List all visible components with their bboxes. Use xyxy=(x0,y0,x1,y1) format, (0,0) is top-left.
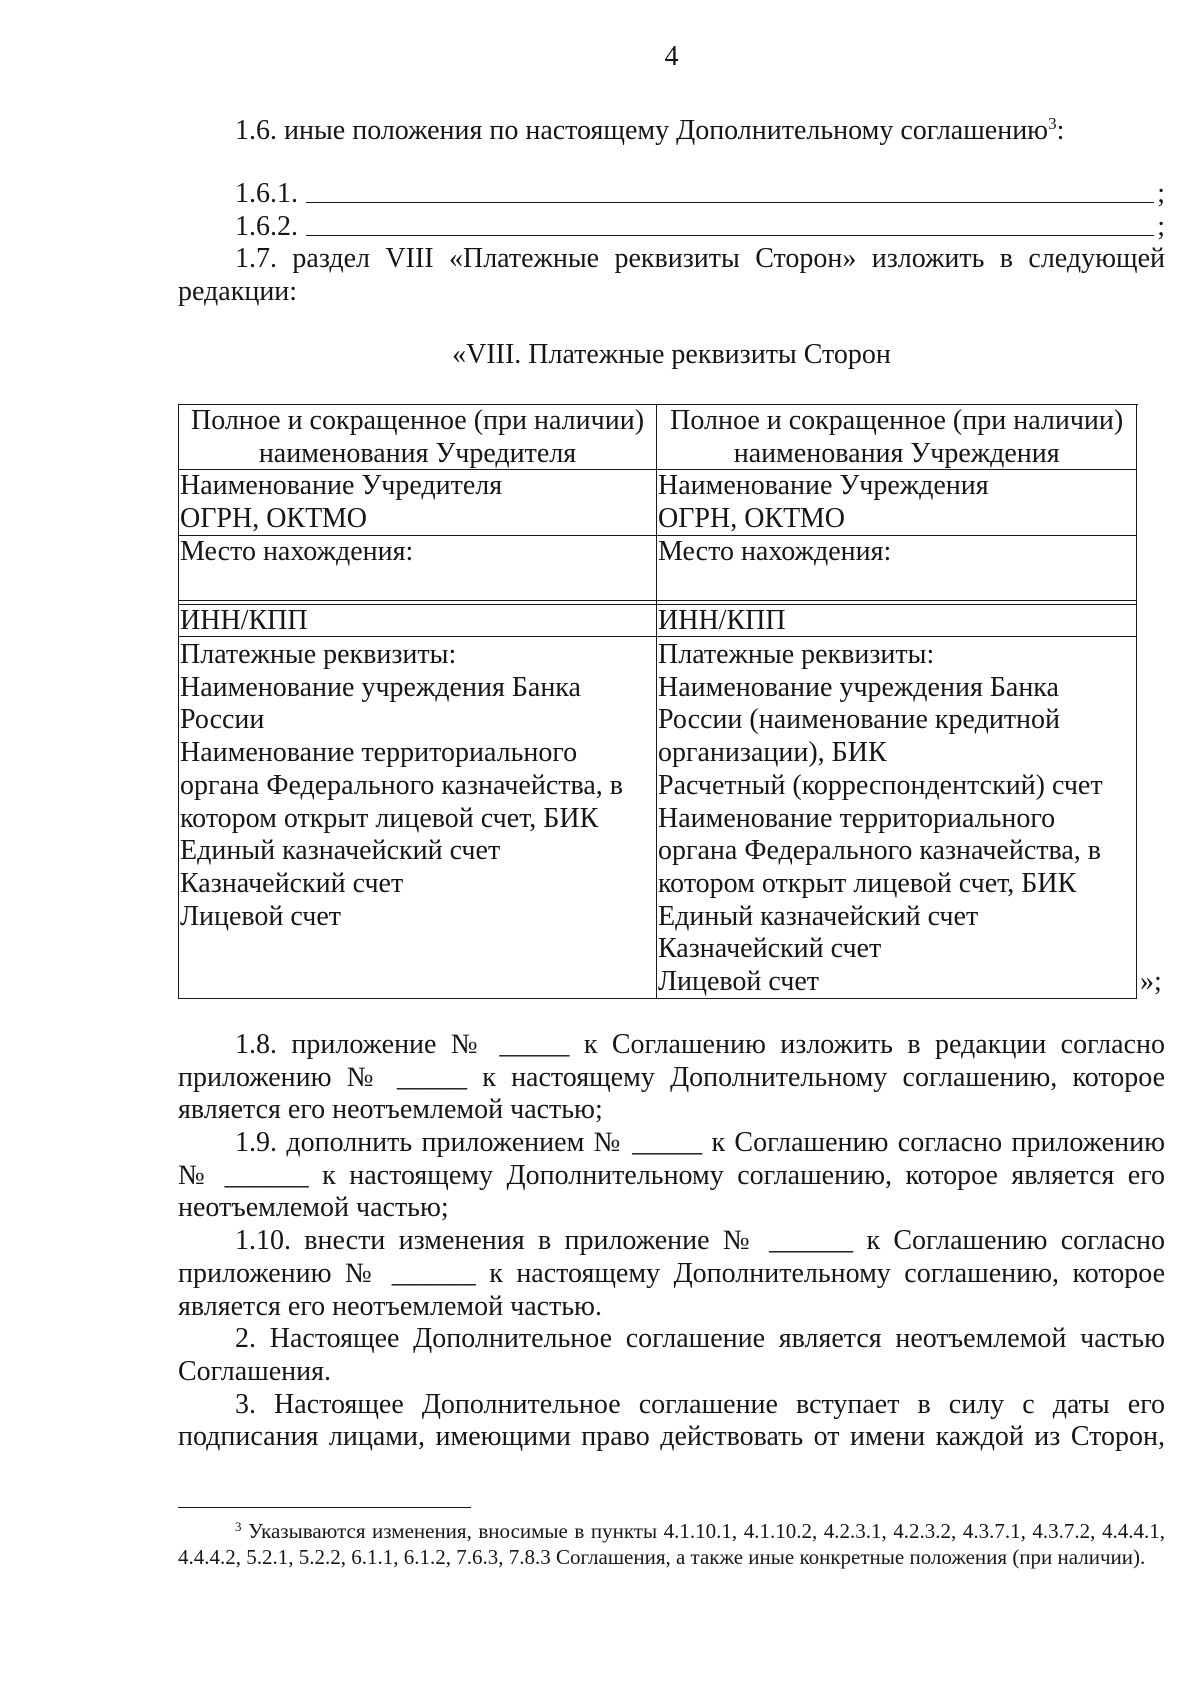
clause-line: 1.9. дополнить приложением № _____ к Соглашению согласно приложению xyxy=(235,1127,1165,1159)
cell-line: органа Федерального казначейства, в xyxy=(658,835,1101,867)
item-end-mark: ; xyxy=(1157,210,1165,242)
cell-line: Единый казначейский счет xyxy=(658,900,979,932)
cell-line: Расчетный (корреспондентский) счет xyxy=(658,769,1103,801)
clause-line: является его неотъемлемой частью; xyxy=(178,1094,603,1126)
clause-line: 1.8. приложение № _____ к Соглашению изложить в редакции согласно xyxy=(235,1029,1165,1060)
cell-line: котором открыт лицевой счет, БИК xyxy=(658,867,1077,899)
footnote-marker: 3 xyxy=(235,1519,242,1534)
cell-line: Полное и сокращенное (при наличии) xyxy=(190,405,645,436)
footnote-line: 4.4.4.2, 5.2.1, 5.2.2, 6.1.1, 6.1.2, 7.6.3, 7.8.3 Соглашения, а также иные конкретные положения (при наличии). xyxy=(178,1545,1146,1569)
cell-line: организации), БИК xyxy=(658,737,887,769)
cell-line: Единый казначейский счет xyxy=(180,835,501,867)
item-label: 1.6.2. xyxy=(235,210,298,242)
amendment-clauses xyxy=(178,1029,1165,1454)
clause-line: приложению № ______ к настоящему Дополнительному соглашению, которое xyxy=(178,1257,1165,1289)
cell-line: России xyxy=(180,704,265,736)
clause-1-9 xyxy=(178,1127,1165,1225)
clause-line: является его неотъемлемой частью. xyxy=(178,1290,602,1322)
institution-payment-cell xyxy=(657,637,1137,999)
cell-line: Наименование территориального xyxy=(658,802,1056,834)
footnote xyxy=(178,1518,1165,1570)
founder-name-cell xyxy=(179,470,657,536)
founder-address-cell xyxy=(179,536,657,601)
founder-tax-ids-cell xyxy=(179,605,657,637)
section-1-7-line: 1.7. раздел VIII «Платежные реквизиты Сторон» изложить в следующей xyxy=(235,243,1165,275)
cell-line: Полное и сокращенное (при наличии) xyxy=(670,405,1124,436)
footnote-text: Указываются изменения, вносимые в пункты 4.1.10.1, 4.1.10.2, 4.2.3.1, 4.2.3.2, 4.3.7.1, 4.3.7.2, 4.4.4.1, xyxy=(248,1519,1165,1543)
cell-line: ИНН/КПП xyxy=(658,605,786,636)
header-cell-institution xyxy=(657,405,1137,470)
footnote-separator xyxy=(178,1507,471,1508)
table-row-payment xyxy=(179,637,1138,999)
cell-line: наименования Учреждения xyxy=(733,437,1060,469)
header-cell-founder xyxy=(179,405,657,470)
footnote-reference: 3 xyxy=(1048,114,1057,133)
institution-name-cell xyxy=(657,470,1137,536)
requisites-heading: «VIII. Платежные реквизиты Сторон xyxy=(452,339,891,370)
clause-line: подписания лицами, имеющими право действовать от имени каждой из Сторон, xyxy=(178,1421,1165,1453)
payment-requisites-table xyxy=(178,404,1138,999)
institution-address-cell xyxy=(657,536,1137,601)
item-end-mark: ; xyxy=(1157,178,1165,209)
table-row-name xyxy=(179,470,1138,536)
table-row-tax-ids xyxy=(179,605,1138,637)
item-1-6-2 xyxy=(235,211,1165,244)
cell-line: ИНН/КПП xyxy=(180,605,308,636)
cell-line: ОГРН, ОКТМО xyxy=(180,502,367,534)
blank-fill-line xyxy=(306,211,1154,236)
clause-3 xyxy=(178,1389,1165,1454)
cell-line: Наименование учреждения Банка xyxy=(658,671,1059,703)
cell-line: ОГРН, ОКТМО xyxy=(658,502,845,534)
table-row-address xyxy=(179,536,1138,601)
cell-line: Наименование территориального xyxy=(180,737,578,769)
clause-line: приложению № _____ к настоящему Дополнительному соглашению, которое xyxy=(178,1061,1165,1093)
cell-line: Наименование Учреждения xyxy=(658,470,989,501)
cell-line: Платежные реквизиты: xyxy=(658,639,935,670)
cell-line: Наименование учреждения Банка xyxy=(180,671,581,703)
cell-line: Платежные реквизиты: xyxy=(180,639,457,670)
clause-line: Соглашения. xyxy=(178,1355,331,1387)
clause-line: № ______ к настоящему Дополнительному соглашению, которое является его xyxy=(178,1159,1165,1191)
footnote-line xyxy=(235,1518,1165,1544)
cell-line: Место нахождения: xyxy=(658,536,892,567)
page-number: 4 xyxy=(664,41,679,72)
section-1-6-items-and-1-7 xyxy=(178,178,1165,309)
item-label: 1.6.1. xyxy=(235,178,298,209)
section-1-6-text: 1.6. иные положения по настоящему Дополнительному соглашению xyxy=(235,115,1049,146)
section-1-7-line: редакции: xyxy=(178,276,298,308)
clause-line: 3. Настоящее Дополнительное соглашение вступает в силу с даты его xyxy=(235,1388,1165,1420)
cell-line: котором открыт лицевой счет, БИК xyxy=(180,802,599,834)
cell-line: Лицевой счет xyxy=(658,966,820,998)
cell-line: Казначейский счет xyxy=(658,933,882,965)
table-closing-mark: »; xyxy=(1140,966,1162,997)
founder-payment-cell xyxy=(179,637,657,999)
institution-tax-ids-cell xyxy=(657,605,1137,637)
cell-line: органа Федерального казначейства, в xyxy=(180,769,623,801)
clause-line: 2. Настоящее Дополнительное соглашение является неотъемлемой частью xyxy=(235,1323,1165,1355)
cell-line: Лицевой счет xyxy=(180,900,342,932)
item-1-6-1 xyxy=(235,178,1165,211)
section-1-6-heading xyxy=(235,115,1064,148)
clause-2 xyxy=(178,1323,1165,1388)
cell-line: Наименование Учредителя xyxy=(180,470,503,501)
cell-line: наименования Учредителя xyxy=(258,437,577,469)
clause-line: 1.10. внести изменения в приложение № ______ к Соглашению согласно xyxy=(235,1225,1165,1257)
cell-line: Место нахождения: xyxy=(180,536,414,567)
clause-1-10 xyxy=(178,1225,1165,1323)
clause-line: неотъемлемой частью; xyxy=(178,1192,449,1224)
table-header-row xyxy=(179,405,1138,470)
cell-line: Казначейский счет xyxy=(180,867,404,899)
section-1-6-colon: : xyxy=(1056,115,1065,146)
blank-fill-line xyxy=(306,178,1154,203)
cell-line: России (наименование кредитной xyxy=(658,704,1061,736)
clause-1-8 xyxy=(178,1029,1165,1127)
